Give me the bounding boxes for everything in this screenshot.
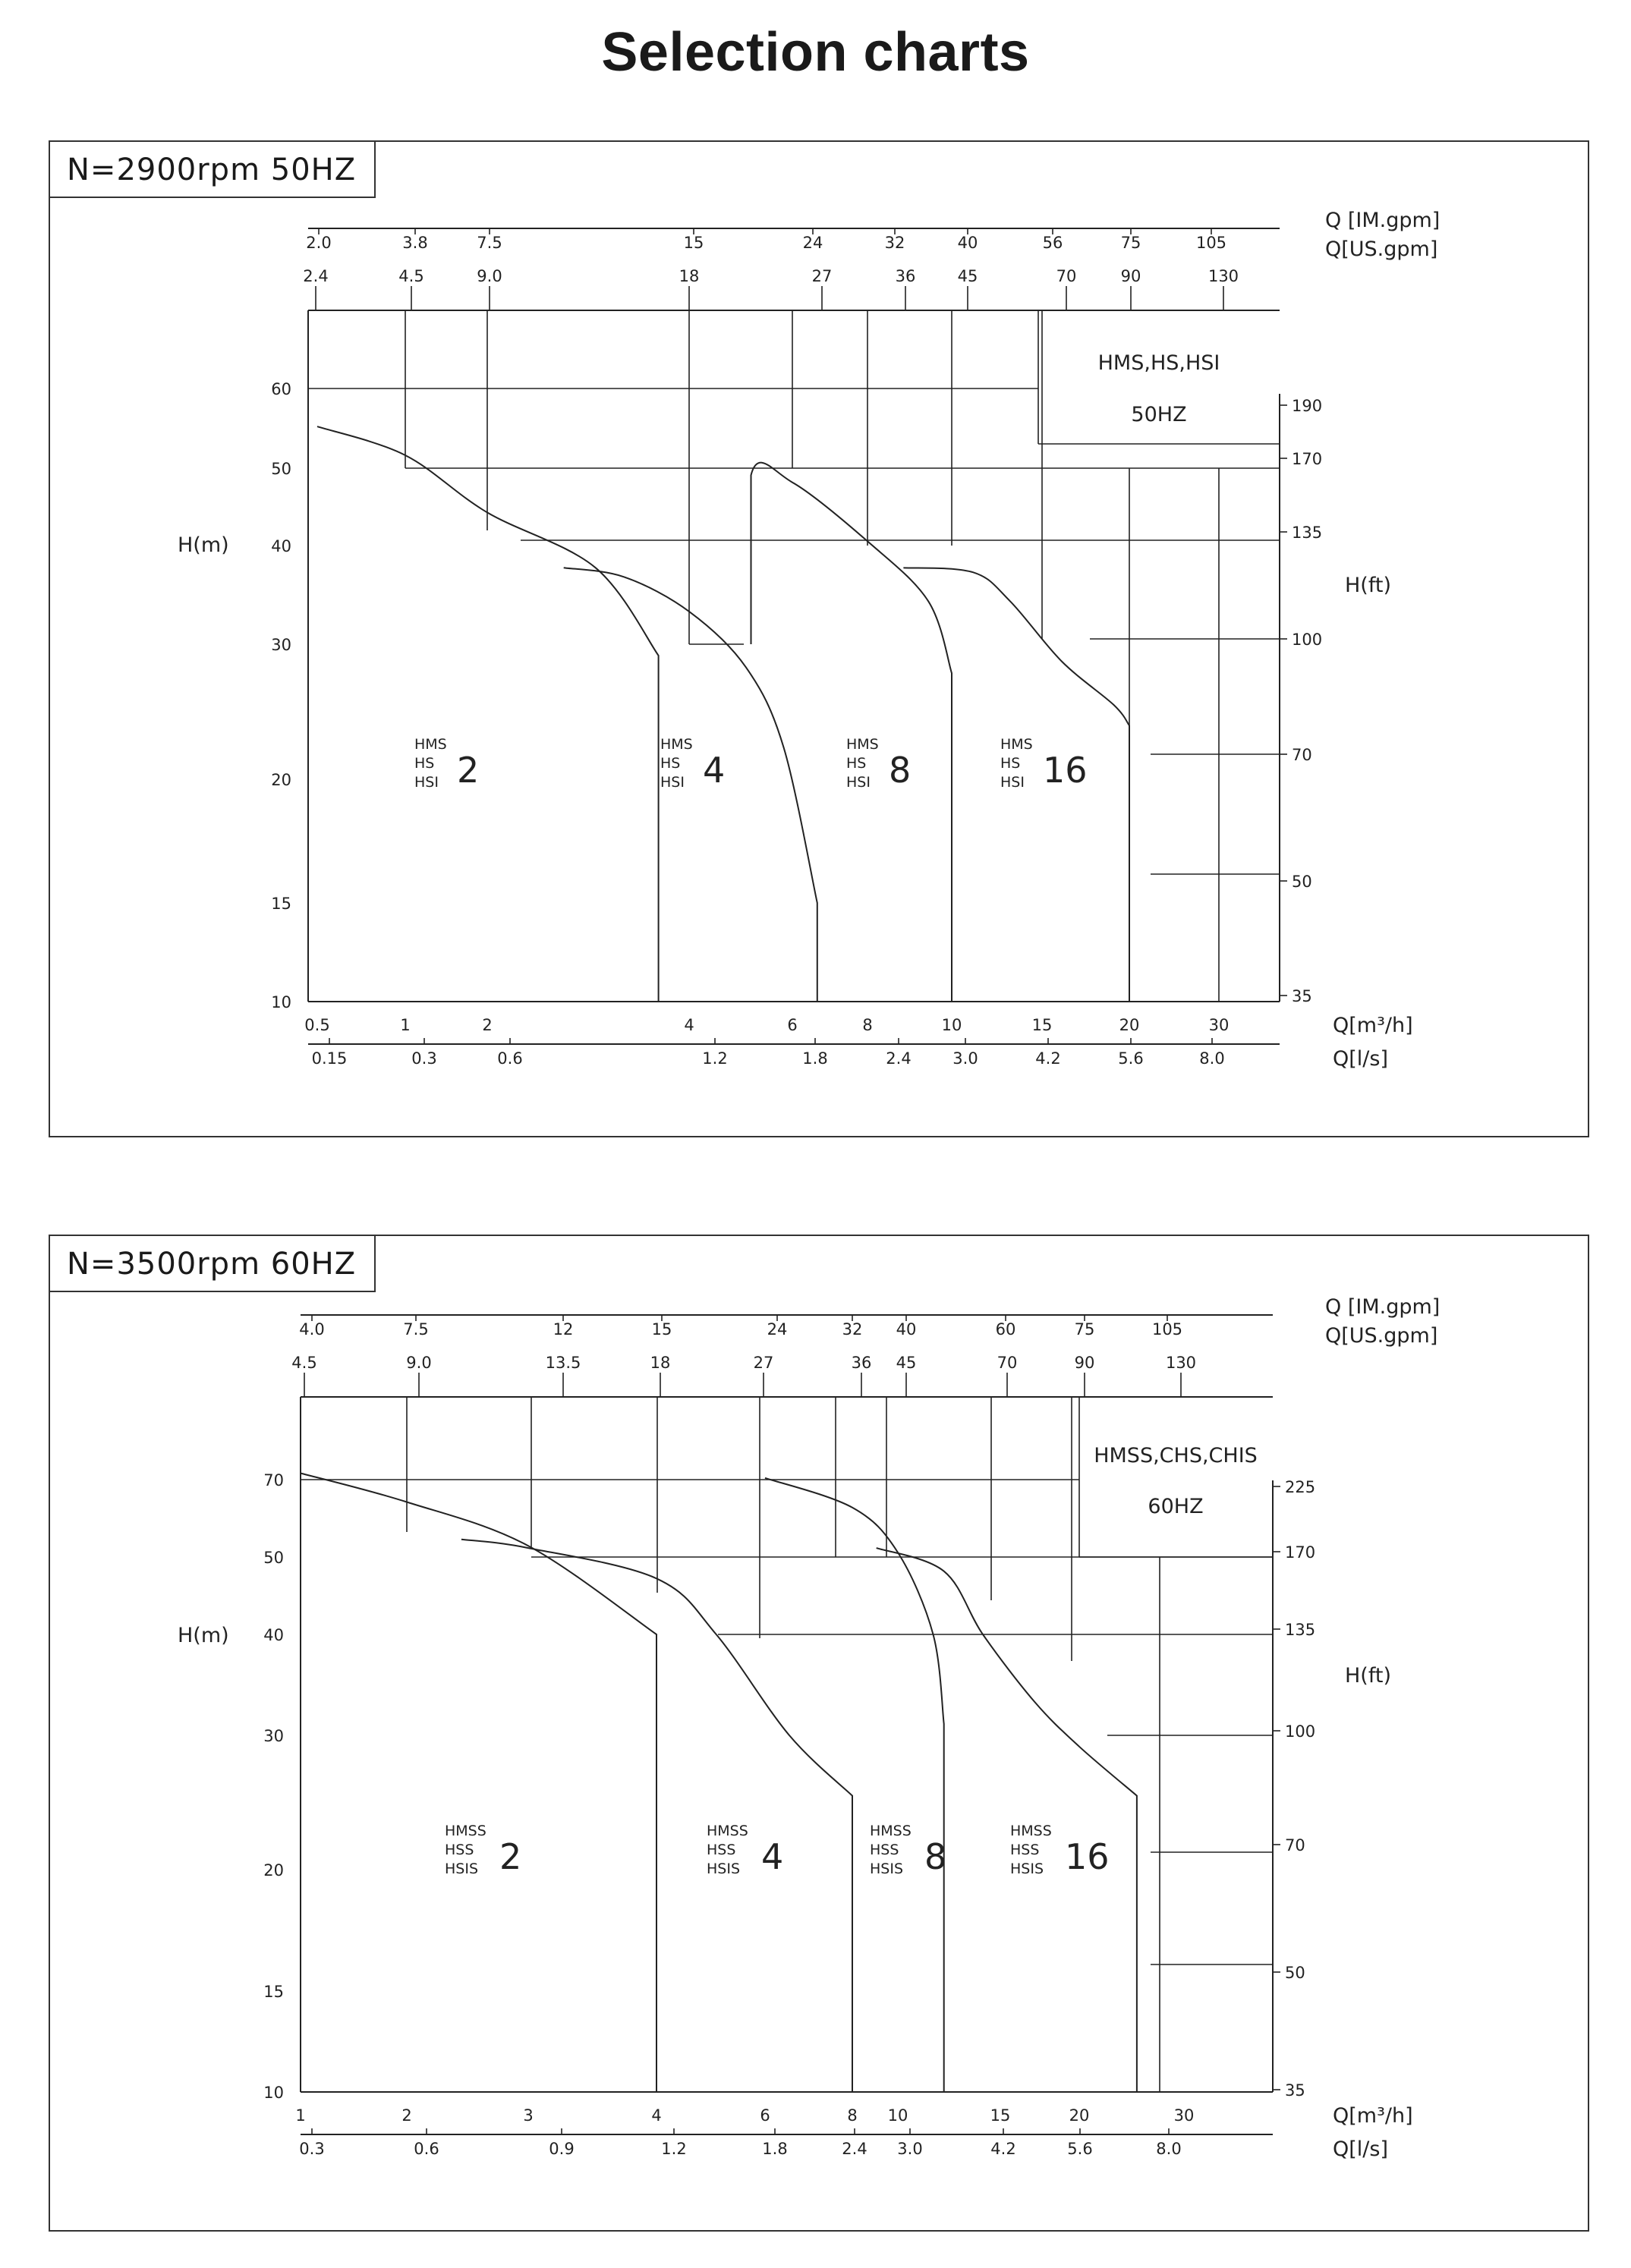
- tick-label-us-gpm: 45: [896, 1354, 917, 1372]
- tick-label-us-gpm: 13.5: [545, 1354, 581, 1372]
- page-title: Selection charts: [601, 22, 1030, 83]
- tick-label-h-m: 40: [263, 1626, 284, 1644]
- model-series-label: HMS: [660, 736, 693, 753]
- tick-label-us-gpm: 130: [1165, 1354, 1197, 1372]
- tick-label-im-gpm: 15: [651, 1320, 672, 1338]
- tick-label-m3h: 2: [482, 1016, 493, 1034]
- tick-label-us-gpm: 70: [997, 1354, 1018, 1372]
- model-series-label: HSS: [445, 1842, 474, 1858]
- legend-label: HMSS,CHS,CHIS: [1094, 1444, 1258, 1467]
- axis-label-ls: Q[l/s]: [1333, 1047, 1388, 1071]
- tick-label-us-gpm: 45: [957, 267, 978, 285]
- chart-panel-60hz: [49, 1235, 1589, 2232]
- tick-label-m3h: 10: [941, 1016, 962, 1034]
- tick-label-m3h: 20: [1069, 2106, 1090, 2125]
- tick-label-h-ft: 100: [1285, 1722, 1316, 1741]
- tick-label-h-m: 15: [271, 895, 291, 913]
- tick-label-ls: 3.0: [952, 1049, 978, 1068]
- legend-label: 50HZ: [1131, 403, 1187, 426]
- model-series-label: HSI: [414, 774, 439, 791]
- legend-label: 60HZ: [1148, 1495, 1204, 1518]
- tick-label-h-m: 70: [263, 1471, 284, 1489]
- tick-label-ls: 4.2: [1035, 1049, 1061, 1068]
- tick-label-m3h: 4: [651, 2106, 662, 2125]
- tick-label-h-ft: 170: [1292, 450, 1323, 468]
- tick-label-im-gpm: 2.0: [306, 234, 332, 252]
- tick-label-us-gpm: 2.4: [303, 267, 329, 285]
- tick-label-ls: 3.0: [897, 2140, 923, 2158]
- axis-label-h-ft: H(ft): [1345, 574, 1391, 597]
- tick-label-im-gpm: 105: [1151, 1320, 1183, 1338]
- tick-label-us-gpm: 90: [1120, 267, 1141, 285]
- tick-label-us-gpm: 4.5: [291, 1354, 317, 1372]
- pump-curve-model-2: [301, 1474, 656, 2093]
- tick-label-ls: 0.3: [411, 1049, 437, 1068]
- tick-label-h-m: 30: [263, 1727, 284, 1745]
- tick-label-ls: 4.2: [990, 2140, 1016, 2158]
- tick-label-im-gpm: 32: [842, 1320, 863, 1338]
- model-size-label: 8: [889, 750, 912, 791]
- model-series-label: HS: [660, 755, 681, 772]
- tick-label-im-gpm: 40: [896, 1320, 917, 1338]
- tick-label-im-gpm: 60: [995, 1320, 1016, 1338]
- tick-label-h-m: 50: [263, 1549, 284, 1567]
- tick-label-h-ft: 70: [1285, 1836, 1305, 1854]
- model-series-label: HMSS: [870, 1823, 912, 1839]
- tick-label-h-ft: 35: [1285, 2081, 1305, 2100]
- tick-label-h-ft: 135: [1285, 1621, 1316, 1639]
- tick-label-m3h: 6: [760, 2106, 770, 2125]
- model-series-label: HSS: [870, 1842, 899, 1858]
- tick-label-im-gpm: 12: [553, 1320, 574, 1338]
- axis-label-us-gpm: Q[US.gpm]: [1325, 237, 1438, 261]
- model-size-label: 16: [1065, 1836, 1110, 1877]
- tick-label-im-gpm: 3.8: [402, 234, 428, 252]
- tick-label-h-m: 60: [271, 380, 291, 398]
- tick-label-m3h: 15: [1031, 1016, 1053, 1034]
- tick-label-h-ft: 225: [1285, 1478, 1316, 1496]
- tick-label-m3h: 8: [847, 2106, 858, 2125]
- axis-label-im-gpm: Q [IM.gpm]: [1325, 1295, 1441, 1319]
- tick-label-ls: 0.6: [414, 2140, 439, 2158]
- tick-label-m3h: 2: [401, 2106, 412, 2125]
- selection-chart-50hz: [50, 142, 1588, 1136]
- axis-label-us-gpm: Q[US.gpm]: [1325, 1324, 1438, 1348]
- tick-label-ls: 0.3: [299, 2140, 325, 2158]
- tick-label-us-gpm: 36: [895, 267, 916, 285]
- model-series-label: HSI: [660, 774, 685, 791]
- axis-label-m3h: Q[m³/h]: [1333, 1014, 1413, 1037]
- chart-panel-50hz: [49, 140, 1589, 1137]
- model-series-label: HSIS: [870, 1861, 904, 1877]
- tick-label-us-gpm: 27: [753, 1354, 774, 1372]
- pump-curve-model-4: [564, 568, 817, 1002]
- tick-label-im-gpm: 56: [1042, 234, 1063, 252]
- model-series-label: HS: [846, 755, 867, 772]
- tick-label-ls: 0.15: [311, 1049, 348, 1068]
- model-series-label: HSIS: [1010, 1861, 1044, 1877]
- tick-label-im-gpm: 7.5: [403, 1320, 429, 1338]
- tick-label-m3h: 10: [887, 2106, 908, 2125]
- speed-label: N=3500rpm 60HZ: [50, 1236, 376, 1292]
- tick-label-h-ft: 35: [1292, 987, 1312, 1005]
- tick-label-us-gpm: 130: [1208, 267, 1239, 285]
- tick-label-im-gpm: 75: [1120, 234, 1141, 252]
- tick-label-m3h: 4: [684, 1016, 694, 1034]
- model-series-label: HMS: [414, 736, 447, 753]
- model-size-label: 4: [761, 1836, 784, 1877]
- tick-label-h-m: 20: [271, 771, 291, 789]
- pump-curve-model-16: [877, 1548, 1137, 2092]
- tick-label-ls: 5.6: [1067, 2140, 1093, 2158]
- tick-label-im-gpm: 75: [1074, 1320, 1095, 1338]
- tick-label-ls: 5.6: [1118, 1049, 1144, 1068]
- tick-label-m3h: 6: [787, 1016, 798, 1034]
- tick-label-h-ft: 100: [1292, 631, 1323, 649]
- tick-label-h-m: 15: [263, 1983, 284, 2001]
- tick-label-h-m: 10: [271, 993, 291, 1011]
- tick-label-im-gpm: 105: [1195, 234, 1227, 252]
- tick-label-m3h: 0.5: [304, 1016, 330, 1034]
- tick-label-m3h: 30: [1208, 1016, 1230, 1034]
- tick-label-ls: 2.4: [886, 1049, 912, 1068]
- axis-label-ls: Q[l/s]: [1333, 2137, 1388, 2161]
- model-series-label: HMSS: [1010, 1823, 1052, 1839]
- model-series-label: HSIS: [707, 1861, 741, 1877]
- model-series-label: HSI: [846, 774, 871, 791]
- tick-label-h-ft: 135: [1292, 524, 1323, 542]
- model-series-label: HSIS: [445, 1861, 479, 1877]
- model-series-label: HMSS: [445, 1823, 486, 1839]
- tick-label-im-gpm: 7.5: [477, 234, 502, 252]
- tick-label-ls: 0.9: [549, 2140, 575, 2158]
- model-size-label: 2: [499, 1836, 522, 1877]
- tick-label-ls: 8.0: [1199, 1049, 1225, 1068]
- model-series-label: HMSS: [707, 1823, 748, 1839]
- tick-label-m3h: 15: [990, 2106, 1011, 2125]
- tick-label-ls: 1.2: [661, 2140, 687, 2158]
- tick-label-h-ft: 170: [1285, 1543, 1316, 1562]
- pump-curve-model-2: [317, 426, 659, 1002]
- pump-curve-model-8: [765, 1478, 947, 2092]
- tick-label-h-m: 50: [271, 460, 291, 478]
- tick-label-us-gpm: 90: [1074, 1354, 1095, 1372]
- tick-label-us-gpm: 27: [811, 267, 833, 285]
- tick-label-im-gpm: 4.0: [299, 1320, 325, 1338]
- axis-label-h-m: H(m): [178, 1624, 229, 1647]
- tick-label-us-gpm: 36: [851, 1354, 872, 1372]
- tick-label-us-gpm: 18: [679, 267, 700, 285]
- tick-label-h-ft: 50: [1292, 873, 1312, 891]
- tick-label-h-m: 30: [271, 636, 291, 654]
- tick-label-us-gpm: 4.5: [398, 267, 424, 285]
- tick-label-m3h: 30: [1173, 2106, 1195, 2125]
- tick-label-h-m: 10: [263, 2084, 284, 2102]
- model-series-label: HSS: [1010, 1842, 1040, 1858]
- tick-label-ls: 1.8: [762, 2140, 788, 2158]
- tick-label-us-gpm: 18: [650, 1354, 671, 1372]
- model-size-label: 8: [924, 1836, 947, 1877]
- tick-label-h-ft: 70: [1292, 746, 1312, 764]
- model-size-label: 4: [703, 750, 726, 791]
- tick-label-h-ft: 50: [1285, 1964, 1305, 1982]
- tick-label-ls: 1.8: [802, 1049, 828, 1068]
- model-size-label: 16: [1043, 750, 1088, 791]
- tick-label-im-gpm: 24: [767, 1320, 788, 1338]
- tick-label-h-m: 40: [271, 537, 291, 555]
- tick-label-ls: 8.0: [1156, 2140, 1182, 2158]
- tick-label-im-gpm: 15: [683, 234, 704, 252]
- tick-label-im-gpm: 32: [884, 234, 905, 252]
- model-series-label: HMS: [846, 736, 879, 753]
- tick-label-m3h: 3: [523, 2106, 534, 2125]
- tick-label-us-gpm: 9.0: [477, 267, 502, 285]
- tick-label-us-gpm: 70: [1056, 267, 1077, 285]
- model-size-label: 2: [457, 750, 480, 791]
- tick-label-ls: 1.2: [702, 1049, 728, 1068]
- tick-label-im-gpm: 40: [957, 234, 978, 252]
- selection-chart-60hz: [50, 1236, 1588, 2230]
- axis-label-im-gpm: Q [IM.gpm]: [1325, 209, 1441, 232]
- model-series-label: HSS: [707, 1842, 736, 1858]
- tick-label-im-gpm: 24: [802, 234, 823, 252]
- axis-label-m3h: Q[m³/h]: [1333, 2104, 1413, 2128]
- tick-label-m3h: 8: [862, 1016, 873, 1034]
- axis-label-h-m: H(m): [178, 533, 229, 557]
- tick-label-h-ft: 190: [1292, 397, 1323, 415]
- tick-label-us-gpm: 9.0: [406, 1354, 432, 1372]
- tick-label-ls: 0.6: [497, 1049, 523, 1068]
- model-series-label: HSI: [1000, 774, 1025, 791]
- speed-label: N=2900rpm 50HZ: [50, 142, 376, 198]
- tick-label-h-m: 20: [263, 1861, 284, 1880]
- tick-label-m3h: 1: [400, 1016, 411, 1034]
- pump-curve-model-8: [751, 463, 952, 1002]
- model-series-label: HS: [1000, 755, 1021, 772]
- tick-label-m3h: 20: [1119, 1016, 1140, 1034]
- tick-label-ls: 2.4: [842, 2140, 867, 2158]
- model-series-label: HS: [414, 755, 435, 772]
- legend-label: HMS,HS,HSI: [1097, 351, 1220, 375]
- tick-label-m3h: 1: [295, 2106, 306, 2125]
- model-series-label: HMS: [1000, 736, 1033, 753]
- axis-label-h-ft: H(ft): [1345, 1664, 1391, 1688]
